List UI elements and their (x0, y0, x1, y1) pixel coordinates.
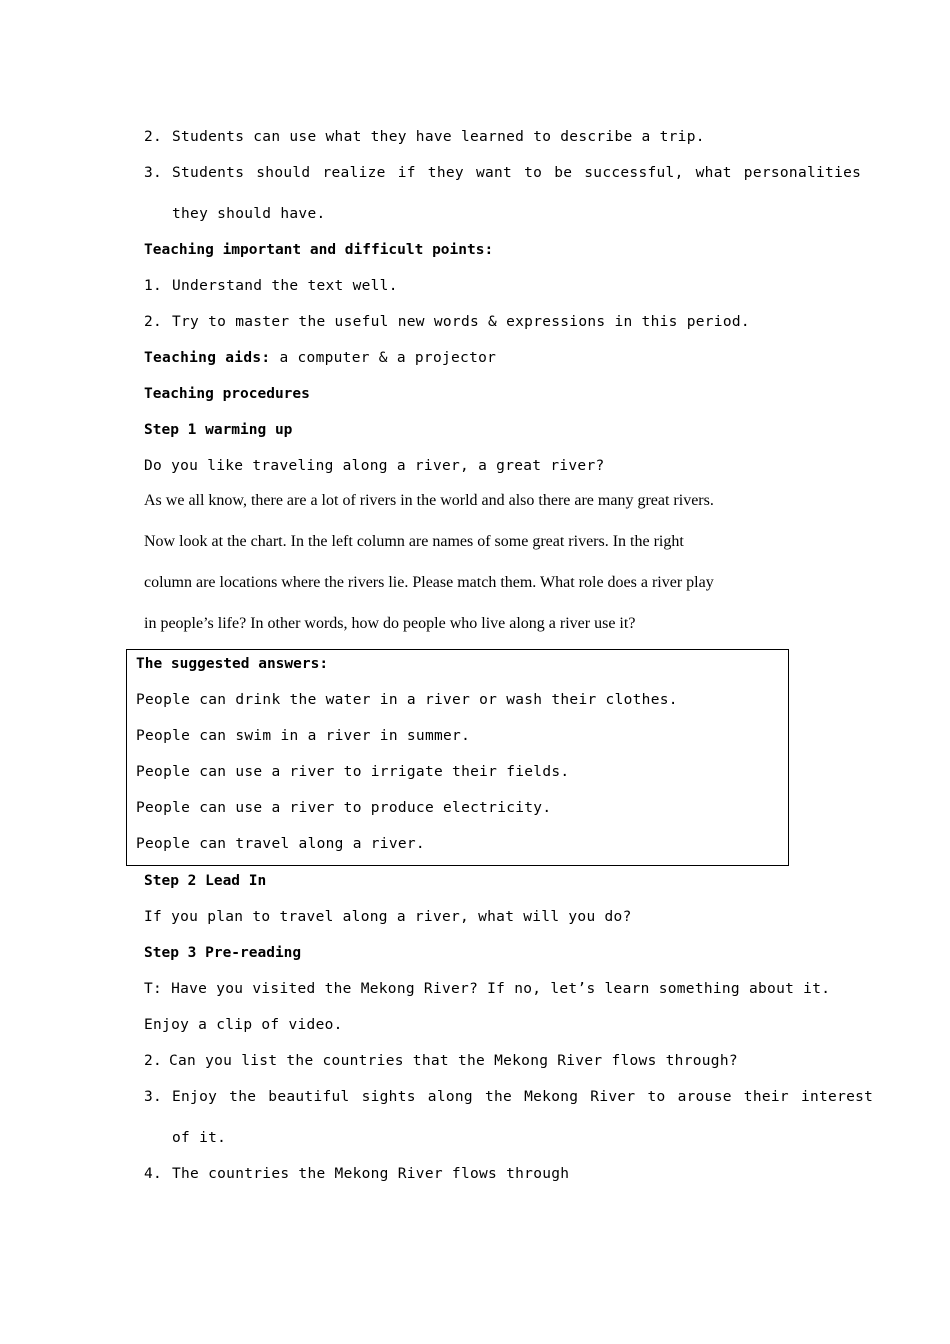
section-heading: Teaching procedures (144, 386, 310, 402)
aids-label: Teaching aids: (144, 350, 271, 366)
list-number: 1. (144, 278, 163, 294)
answer-item: People can drink the water in a river or wash their clothes. (136, 692, 678, 708)
paragraph-line: As we all know, there are a lot of rivers in the world and also there are many great rivers. (144, 492, 714, 509)
objective-continuation: they should have. (172, 206, 326, 222)
paragraph-line: Now look at the chart. In the left column are names of some great rivers. In the right (144, 533, 684, 550)
objective-text: Students can use what they have learned to describe a trip. (172, 129, 705, 145)
step-text: T: Have you visited the Mekong River? If no, let’s learn something about it. (144, 981, 831, 997)
answer-item: People can use a river to irrigate their fields. (136, 764, 570, 780)
step-item (144, 1164, 569, 1184)
answer-item: People can use a river to produce electricity. (136, 800, 552, 816)
answer-item: People can travel along a river. (136, 836, 425, 852)
point-item (144, 276, 398, 296)
step-item (144, 1051, 738, 1071)
answer-item: People can swim in a river in summer. (136, 728, 471, 744)
section-heading: Teaching important and difficult points: (144, 242, 494, 258)
box-heading: The suggested answers: (136, 656, 329, 672)
point-text: Try to master the useful new words & expressions in this period. (172, 314, 750, 330)
list-number: 2. (144, 1053, 163, 1069)
step-heading: Step 1 warming up (144, 422, 293, 438)
point-text: Understand the text well. (172, 278, 398, 294)
list-number: 2. (144, 314, 163, 330)
objective-item (144, 163, 861, 183)
aids-text: a computer & a projector (270, 350, 497, 366)
suggested-answers-box (126, 649, 789, 866)
point-item (144, 312, 750, 332)
paragraph-line: column are locations where the rivers lie. Please match them. What role does a river play (144, 574, 714, 591)
objective-text: Students should realize if they want to be successful, what personalities (172, 165, 862, 181)
teaching-aids (144, 348, 496, 368)
step-question: Do you like traveling along a river, a great river? (144, 458, 605, 474)
step-heading: Step 3 Pre-reading (144, 945, 302, 961)
step-item-text: The countries the Mekong River flows through (172, 1166, 570, 1182)
step-question: If you plan to travel along a river, what will you do? (144, 909, 632, 925)
list-number: 4. (144, 1166, 163, 1182)
list-number: 2. (144, 129, 163, 145)
list-number: 3. (144, 1089, 163, 1105)
step-item-continuation: of it. (172, 1130, 227, 1146)
step-item (144, 1087, 873, 1107)
step-item-text: Can you list the countries that the Mekong River flows through? (169, 1053, 738, 1069)
objective-item (144, 127, 705, 147)
step-text: Enjoy a clip of video. (144, 1017, 343, 1033)
list-number: 3. (144, 165, 163, 181)
paragraph-line: in people’s life? In other words, how do people who live along a river use it? (144, 615, 636, 632)
step-heading: Step 2 Lead In (144, 873, 267, 889)
step-item-text: Enjoy the beautiful sights along the Mekong River to arouse their interest (172, 1089, 874, 1105)
